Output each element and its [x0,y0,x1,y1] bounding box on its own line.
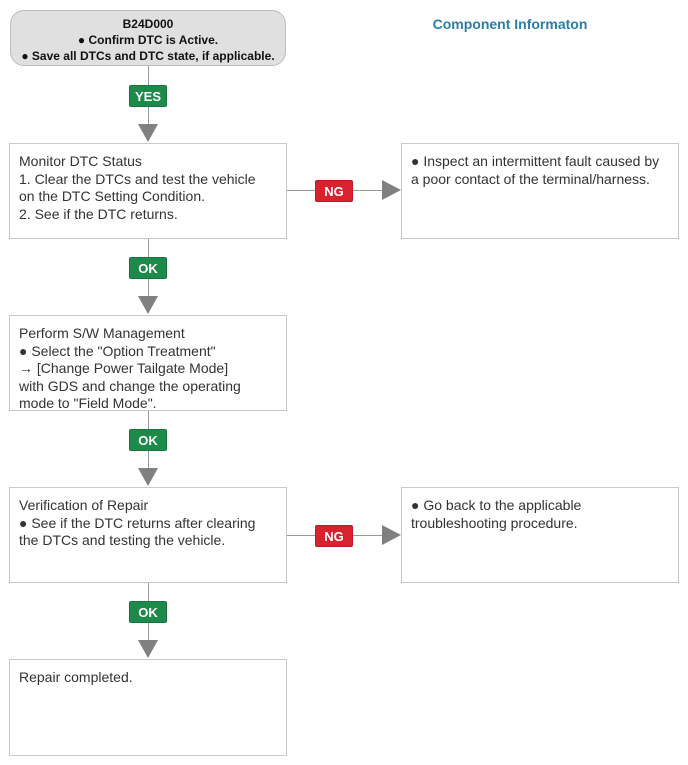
step-text: ● Select the "Option Treatment" [19,342,216,359]
yes-badge: YES [129,85,167,107]
ok-badge: OK [129,601,167,623]
step-verification-of-repair [9,487,287,583]
step-monitor-dtc-status [9,143,287,239]
step-title: Perform S/W Management [19,325,185,341]
component-information-link[interactable]: Component Informaton [432,16,588,32]
step-text: the DTCs and testing the vehicle. [19,532,226,548]
arrow-right-icon [382,180,401,200]
step-title: Verification of Repair [19,497,149,513]
ok-badge: OK [129,257,167,279]
ng-badge: NG [315,525,353,547]
ng-result-intermittent-fault [401,143,679,239]
step-repair-completed [9,659,287,756]
ng-result-troubleshooting [401,487,679,583]
step-text: mode to "Field Mode". [19,395,157,411]
ok-badge: OK [129,429,167,451]
ng-result-text: ● Inspect an intermittent fault caused by [411,153,660,169]
start-line: ● Save all DTCs and DTC state, if applicable. [21,49,275,63]
step-text: → [Change Power Tailgate Mode] [19,360,229,376]
arrow-down-icon [138,640,158,658]
step-perform-sw-management [9,315,287,411]
dtc-code: B24D000 [122,17,174,31]
step-text: on the DTC Setting Condition. [19,188,205,204]
step-text: with GDS and change the operating [19,377,241,394]
start-node [10,10,286,66]
ng-result-text: ● Go back to the applicable [411,497,582,513]
step-title: Repair completed. [19,669,133,685]
step-text: 2. See if the DTC returns. [19,205,178,222]
step-text: ● See if the DTC returns after clearing [19,514,256,531]
start-line: ● Confirm DTC is Active. [77,33,219,47]
ng-result-text: a poor contact of the terminal/harness. [411,170,650,187]
arrow-right-icon [382,525,401,545]
arrow-down-icon [138,468,158,486]
step-title: Monitor DTC Status [19,153,142,169]
arrow-down-icon [138,296,158,314]
ng-badge: NG [315,180,353,202]
arrow-down-icon [138,124,158,142]
step-text: 1. Clear the DTCs and test the vehicle [19,170,256,187]
ng-result-text: troubleshooting procedure. [411,514,578,531]
